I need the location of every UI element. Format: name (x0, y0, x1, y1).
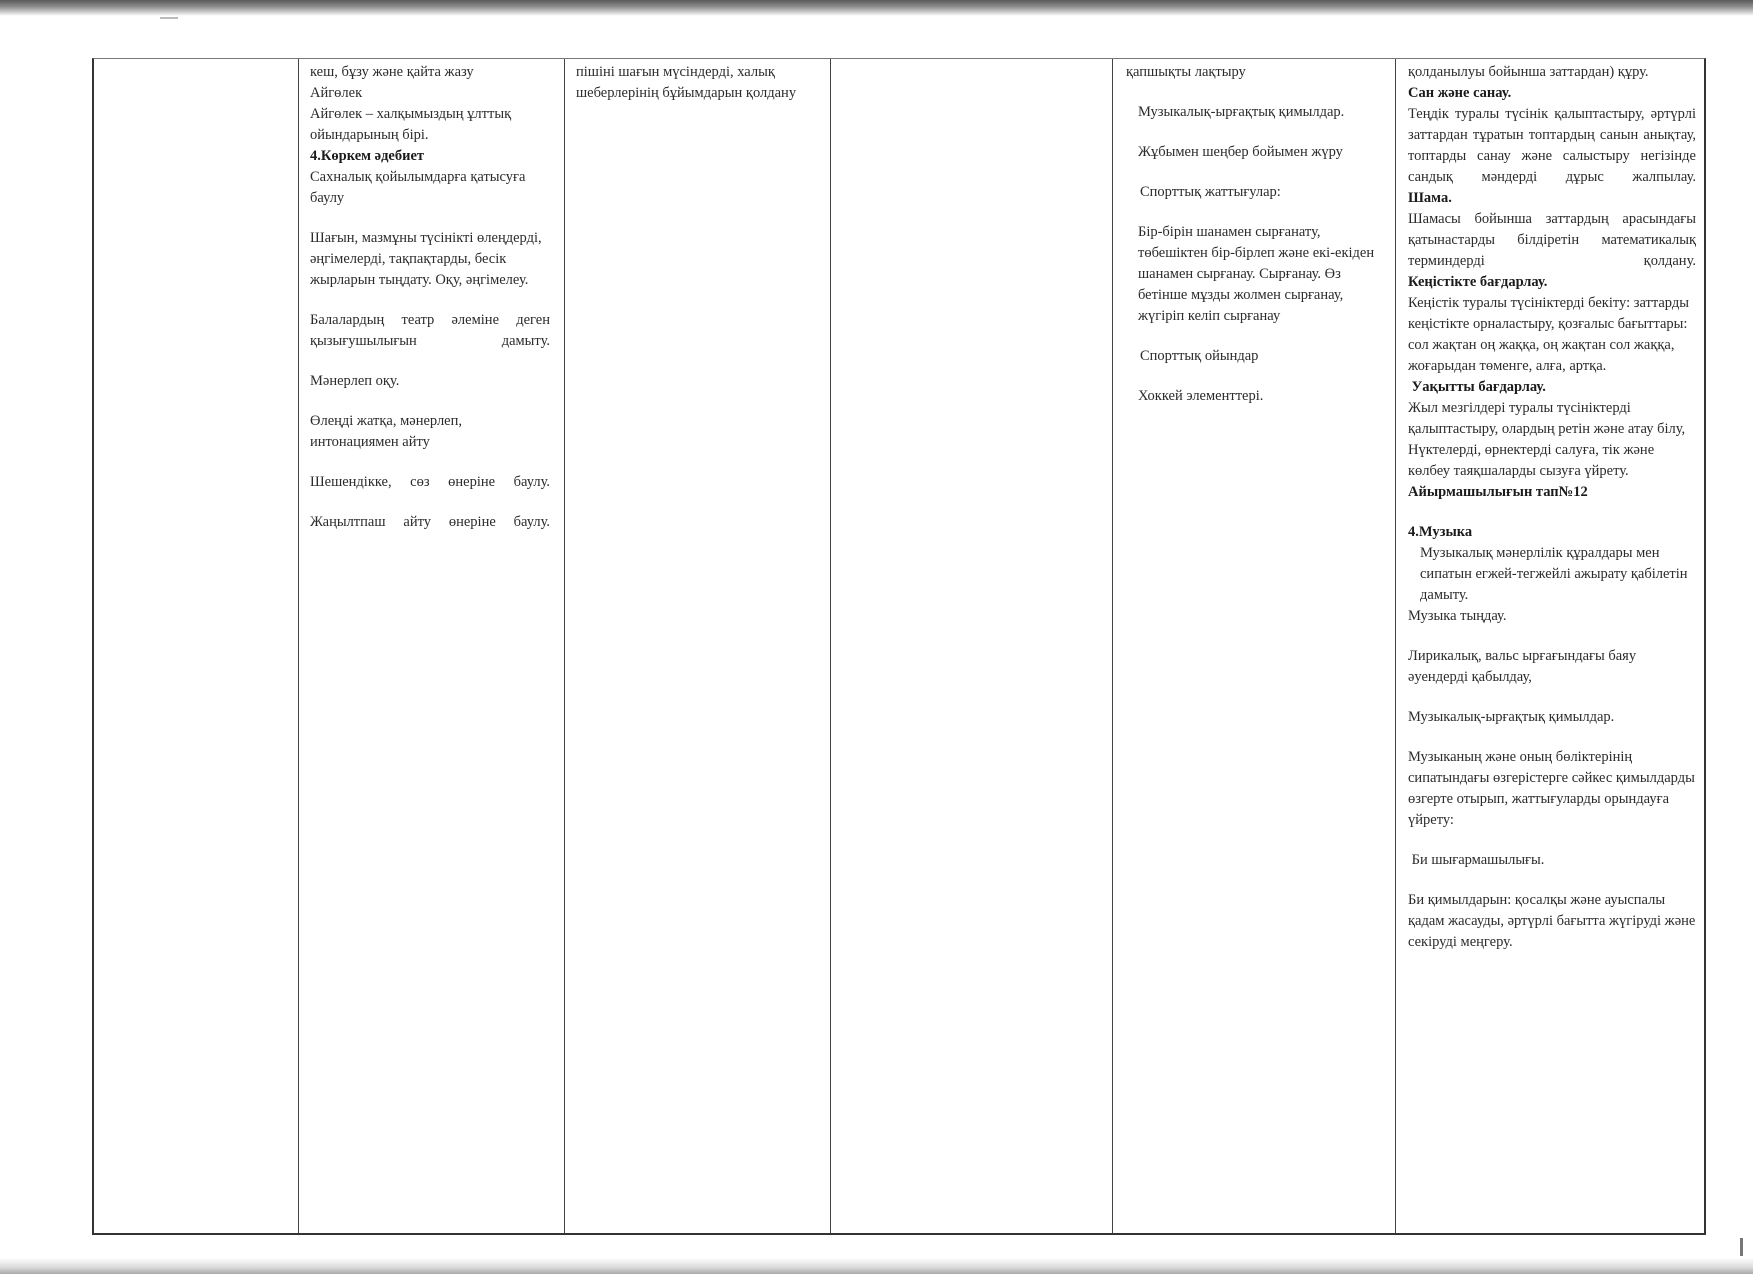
paragraph: Лирикалық, вальс ырғағындағы баяу әуендерді қабылдау, (1408, 648, 1637, 685)
paragraph: Жұбымен шеңбер бойымен жүру (1138, 144, 1343, 160)
scan-shadow-top (0, 0, 1753, 16)
paragraph: Балалардың театр әлеміне деген қызығушылығын дамыту. (310, 312, 550, 349)
paragraph: Спорттық ойындар (1140, 348, 1259, 364)
paragraph: Шағын, мазмұны түсінікті өлеңдерді, әңгімелерді, тақпақтарды, бесік жырларын тыңдату. Оқу, әңгімелеу. (310, 230, 542, 288)
paragraph: Шешендікке, сөз өнеріне баулу. (310, 474, 550, 490)
section-heading: 4.Көркем әдебиет (310, 148, 425, 164)
column-1-cell (94, 59, 298, 1233)
paragraph: Би қимылдарын: қосалқы және ауыспалы қадам жасауды, әртүрлі бағытта жүгіруді және секіруді меңгеру. (1408, 892, 1696, 950)
text-line: қапшықты лақтыру (1126, 64, 1246, 80)
paragraph: Музыкалық-ырғақтық қимылдар. (1138, 104, 1345, 120)
text-line: Айгөлек (310, 85, 363, 101)
paragraph: пішіні шағын мүсіндерді, халық шеберлерінің бұйымдарын қолдану (576, 64, 797, 101)
paragraph: Бір-бірін шанамен сырғанату, төбешіктен бір-бірлеп және екі-екіден шанамен сырғанау. Сырғанау. Өз бетінше мұзды жолмен сырғанау, жүгіріп келіп сырғанау (1138, 224, 1375, 324)
paragraph: Өлеңді жатқа, мәнерлеп, интонациямен айту (310, 413, 463, 450)
column-4-cell (831, 59, 1112, 1233)
section-heading: 4.Музыка (1408, 524, 1473, 540)
paragraph: Жыл мезгілдері туралы түсініктерді қалыптастыру, олардың ретін және атау білу, Нүктелерді, өрнектерді салуға, тік және көлбеу таяқшаларды сызуға үйрету. (1408, 400, 1686, 479)
paragraph: Хоккей элементтері. (1138, 388, 1264, 404)
plan-table (92, 58, 1706, 1235)
text-line: Айгөлек – халқымыздың ұлттық ойындарының бірі. (310, 106, 512, 143)
section-heading: Шама. (1408, 190, 1452, 206)
paragraph: Теңдік туралы түсінік қалыптастыру, әртүрлі заттардан тұратын топтардың санын анықтау, топтарды санау және салыстыру негізінде сандық мәндерді дұрыс жалпылау. (1408, 106, 1696, 185)
text-line: Сахналық қойылымдарға қатысуға баулу (310, 169, 526, 206)
section-heading: Сан және санау. (1408, 85, 1512, 101)
text-line: кеш, бұзу және қайта жазу (310, 64, 474, 80)
scan-smudge (160, 17, 178, 19)
paragraph: Спорттық жаттығулар: (1140, 184, 1281, 200)
paragraph: Музыкалық мәнерлілік құралдары мен сипатын егжей-тегжейлі ажырату қабілетін дамыту. (1420, 545, 1688, 603)
paragraph: Шамасы бойынша заттардың арасындағы қатынастарды білдіретін математикалық терминдерді қолдану. (1408, 211, 1696, 269)
section-heading: Уақытты бағдарлау. (1408, 379, 1546, 395)
scan-shadow-bottom (0, 1258, 1753, 1274)
paragraph: Музыканың және оның бөліктерінің сипатындағы өзгерістерге сәйкес қимылдарды өзгерте отырып, жаттығуларды орындауға үйрету: (1408, 749, 1695, 828)
paragraph: Жаңылтпаш айту өнеріне баулу. (310, 514, 550, 530)
column-5-cell (1113, 59, 1395, 1233)
paragraph: Би шығармашылығы. (1408, 852, 1545, 868)
section-heading: Айырмашылығын тап№12 (1408, 484, 1588, 500)
paragraph: Музыкалық-ырғақтық қимылдар. (1408, 709, 1615, 725)
paragraph: Кеңістік туралы түсініктерді бекіту: заттарды кеңістікте орналастыру, қозғалыс бағыттары: сол жақтан оң жаққа, оң жақтан сол жаққа, жоғарыдан төменге, алға, артқа. (1408, 295, 1689, 374)
column-2-cell (299, 59, 564, 1233)
section-heading: Кеңістікте бағдарлау. (1408, 274, 1548, 290)
text-line: қолданылуы бойынша заттардан) құру. (1408, 64, 1649, 80)
scan-edge-mark (1740, 1238, 1743, 1256)
column-3-cell (565, 59, 830, 1233)
column-6-cell (1396, 59, 1706, 1233)
text-line: Музыка тыңдау. (1408, 608, 1507, 624)
paragraph: Мәнерлеп оқу. (310, 373, 400, 389)
